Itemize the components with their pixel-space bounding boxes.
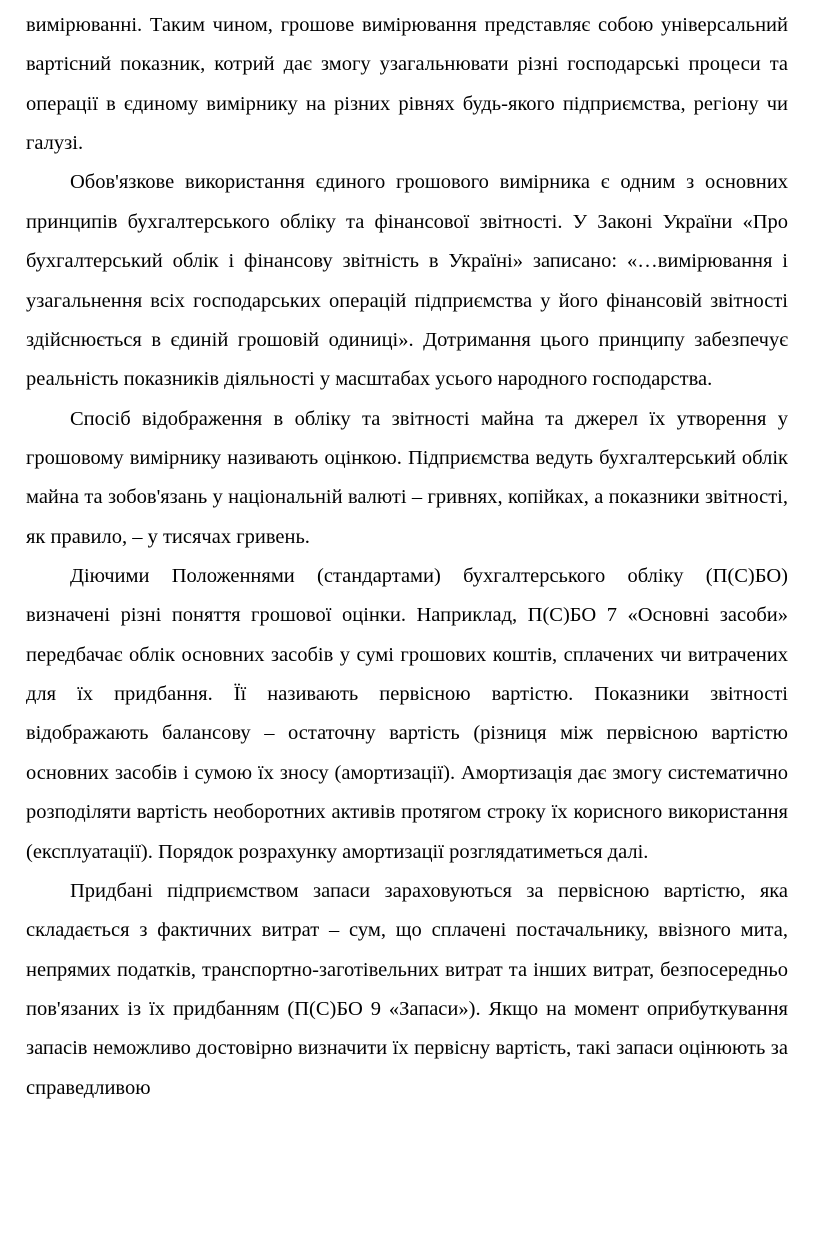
paragraph-3: Спосіб відображення в обліку та звітності майна та джерел їх утворення у грошовому вимірнику називають оцінкою. Підприємства ведуть бухгалтерський облік майна та зобов'язань у національній валюті – гривнях, копійках, а показники звітності, як правило, – у тисячах гривень. [26, 407, 788, 548]
paragraph-4: Діючими Положеннями (стандартами) бухгалтерського обліку (П(С)БО) визначені різні поняття грошової оцінки. Наприклад, П(С)БО 7 «Основні засоби» передбачає облік основних засобів у сумі грошових коштів, сплачених чи витрачених для їх придбання. Її називають первісною вартістю. Показники звітності відображають балансову – остаточну вартість (різниця між первісною вартістю основних засобів і сумою їх зносу (амортизації). Амортизація дає змогу систематично розподіляти вартість необоротних активів протягом строку їх корисного використання (експлуатації). Порядок розрахунку амортизації розглядатиметься далі. [26, 565, 788, 863]
document-body [26, 6, 788, 1108]
paragraph-2: Обов'язкове використання єдиного грошового вимірника є одним з основних принципів бухгалтерського обліку та фінансової звітності. У Законі України «Про бухгалтерський облік і фінансову звітність в Україні» записано: «…вимірювання і узагальнення всіх господарських операцій підприємства у його фінансовій звітності здійснюється в єдиній грошовій одиниці». Дотримання цього принципу забезпечує реальність показників діяльності у масштабах усього народного господарства. [26, 171, 788, 391]
paragraph-1: вимірюванні. Таким чином, грошове вимірювання представляє собою універсальний вартісний показник, котрий дає змогу узагальнювати різні господарські процеси та операції в єдиному вимірнику на різних рівнях будь-якого підприємства, регіону чи галузі. [26, 14, 788, 155]
paragraph-5: Придбані підприємством запаси зараховуються за первісною вартістю, яка складається з фактичних витрат – сум, що сплачені постачальнику, ввізного мита, непрямих податків, транспортно-заготівельних витрат та інших витрат, безпосередньо пов'язаних із їх придбанням (П(С)БО 9 «Запаси»). Якщо на момент оприбуткування запасів неможливо достовірно визначити їх первісну вартість, такі запаси оцінюють за справедливою [26, 879, 788, 1099]
